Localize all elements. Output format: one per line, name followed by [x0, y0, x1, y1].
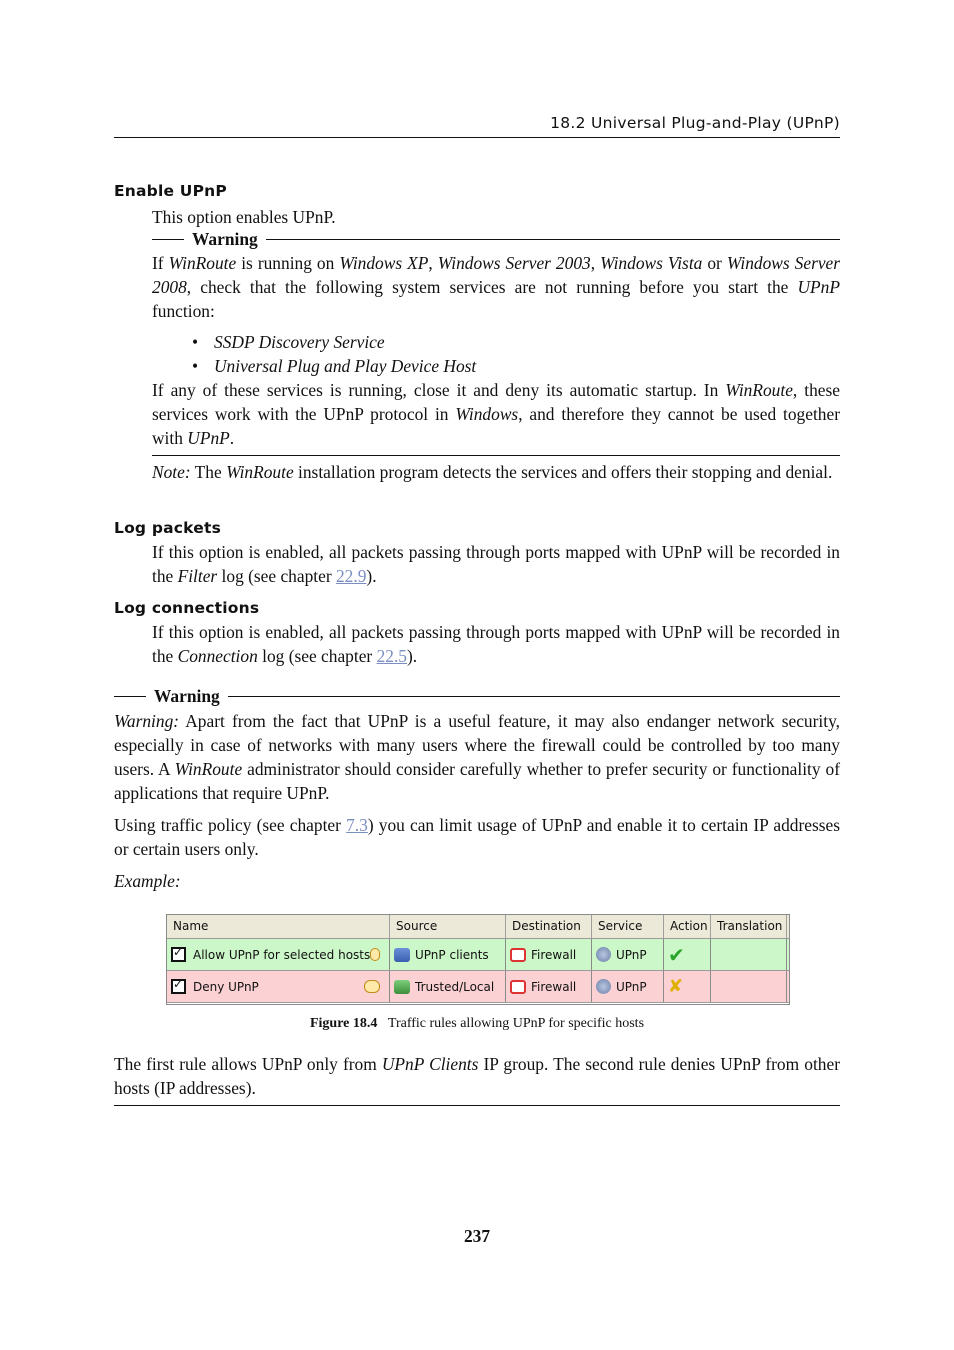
rule-enabled-checkbox[interactable]	[171, 947, 186, 962]
log-connections-desc: If this option is enabled, all packets passing through ports mapped with UPnP will be recorded in the Connection log (see chapter 22.5).	[152, 622, 840, 666]
service-list	[152, 330, 840, 378]
rule-name: Allow UPnP for selected hosts	[193, 947, 371, 962]
comment-icon	[370, 948, 380, 961]
warning-header-2	[114, 686, 840, 707]
rule-service: UPnP	[616, 979, 647, 994]
warning-paragraph-1: If WinRoute is running on Windows XP, Windows Server 2003, Windows Vista or Windows Server 2008, check that the following system services are not running before you start the UPnP function:	[152, 253, 841, 321]
warning-label: Warning	[192, 229, 258, 249]
rule-translation	[711, 971, 787, 1002]
chapter-link-22-5[interactable]: 22.5	[376, 646, 407, 666]
header-rule	[114, 137, 840, 138]
rule-source: Trusted/Local	[415, 979, 495, 994]
firewall-icon	[510, 948, 526, 962]
rule-source: UPnP clients	[415, 947, 489, 962]
service-gear-icon	[596, 979, 611, 994]
rule-destination: Firewall	[531, 947, 577, 962]
interface-group-icon	[394, 980, 410, 994]
column-header-action[interactable]: Action	[664, 915, 711, 938]
deny-cross-icon: ✘	[664, 971, 711, 1002]
example-label: Example:	[114, 871, 181, 891]
rule-service: UPnP	[616, 947, 647, 962]
chapter-link-22-9[interactable]: 22.9	[335, 566, 367, 586]
warning-header-1	[152, 229, 840, 250]
column-header-name[interactable]: Name	[167, 915, 390, 938]
warning-end-rule	[152, 455, 840, 456]
rule-destination: Firewall	[531, 979, 577, 994]
permit-check-icon: ✔	[664, 939, 711, 970]
warning-paragraph-3: Warning: Apart from the fact that UPnP is a useful feature, it may also endanger network security, especially in case of networks with many users where the firewall could be controlled by too many users. A WinRoute administrator should consider carefully whether to prefer security or functionality of applications that require UPnP.	[114, 711, 840, 803]
rule-name: Deny UPnP	[193, 979, 259, 994]
warning-label: Warning	[154, 686, 220, 706]
service-gear-icon	[596, 947, 611, 962]
enable-upnp-desc: This option enables UPnP.	[152, 207, 336, 227]
chapter-link-7-3[interactable]: 7.3	[346, 815, 368, 835]
rule-translation	[711, 939, 787, 970]
closing-paragraph: The first rule allows UPnP only from UPnP Clients IP group. The second rule denies UPnP from other hosts (IP addresses).	[114, 1054, 840, 1098]
column-header-translation[interactable]: Translation	[711, 915, 787, 938]
list-item: • SSDP Discovery Service	[152, 330, 840, 354]
table-row[interactable]	[167, 939, 789, 971]
section-end-rule	[114, 1105, 840, 1106]
column-header-source[interactable]: Source	[390, 915, 506, 938]
policy-paragraph: Using traffic policy (see chapter 7.3) you can limit usage of UPnP and enable it to certain IP addresses or certain users only.	[114, 815, 840, 859]
ip-group-icon	[394, 948, 410, 962]
note-paragraph: Note: The WinRoute installation program detects the services and offers their stopping and denial.	[152, 462, 833, 482]
firewall-icon	[510, 980, 526, 994]
table-row[interactable]	[167, 971, 789, 1003]
term-enable-upnp: Enable UPnP	[114, 182, 227, 200]
column-header-service[interactable]: Service	[592, 915, 664, 938]
rule-enabled-checkbox[interactable]	[171, 979, 186, 994]
comment-icon	[364, 980, 380, 993]
list-item: • Universal Plug and Play Device Host	[152, 354, 840, 378]
term-log-connections: Log connections	[114, 599, 260, 617]
table-header	[167, 915, 789, 939]
warning-paragraph-2: If any of these services is running, close it and deny its automatic startup. In WinRoute, these services work with the UPnP protocol in Windows, and therefore they cannot be used together with UPnP.	[152, 380, 840, 448]
traffic-rules-table	[166, 914, 790, 1005]
column-header-destination[interactable]: Destination	[506, 915, 592, 938]
log-packets-desc: If this option is enabled, all packets passing through ports mapped with UPnP will be recorded in the Filter log (see chapter 22.9).	[152, 542, 840, 586]
page-number: 237	[463, 1226, 491, 1246]
term-log-packets: Log packets	[114, 519, 221, 537]
figure-caption: Figure 18.4 Traffic rules allowing UPnP for specific hosts	[309, 1016, 645, 1031]
running-header: 18.2 Universal Plug-and-Play (UPnP)	[550, 114, 840, 132]
